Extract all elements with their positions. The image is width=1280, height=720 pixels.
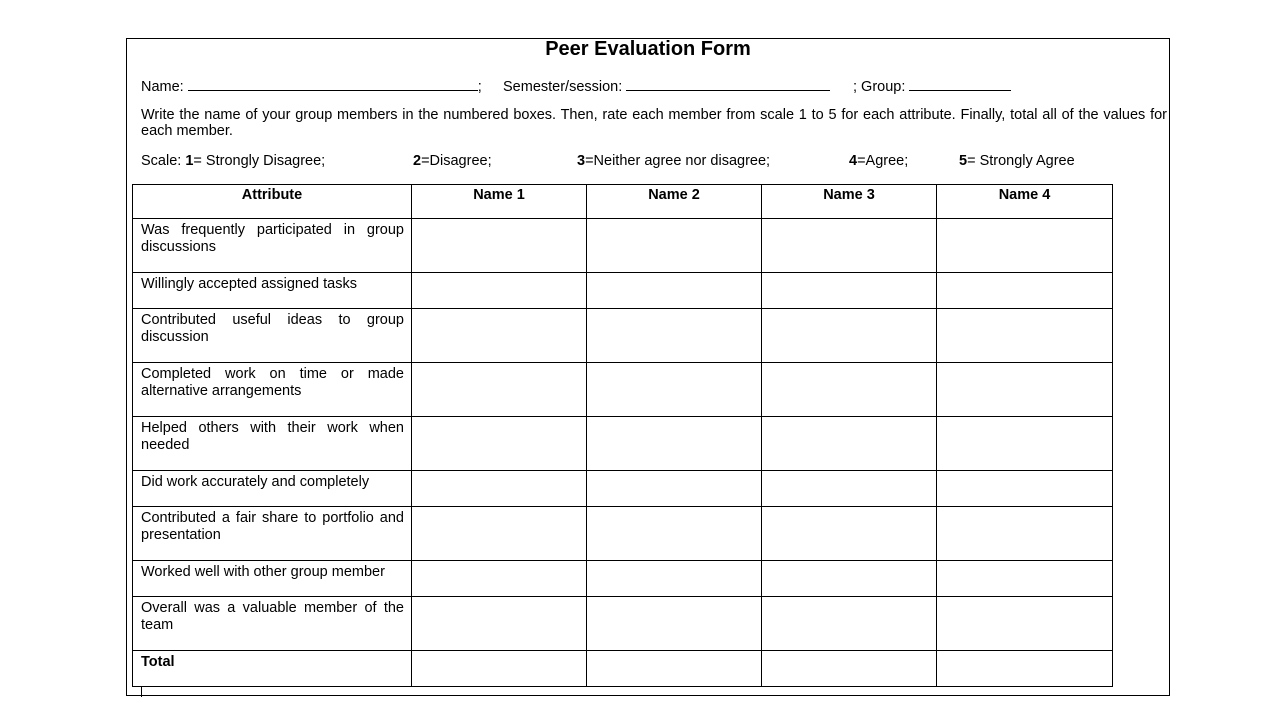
header-name-4: Name 4 [937,185,1113,219]
scale-text-1: = Strongly Disagree; [193,153,326,169]
instructions: Write the name of your group members in the numbered boxes. Then, rate each member from scale 1 to 5 for each attribute. Finally, total all of the values for each member. [141,107,1167,139]
rating-cell[interactable] [762,363,937,417]
rating-cell[interactable] [937,363,1113,417]
name-line [141,76,482,95]
rating-cell[interactable] [587,597,762,651]
name-blank[interactable] [188,76,478,91]
scale-prefix: Scale: [141,153,186,169]
total-cell[interactable] [587,651,762,687]
rating-cell[interactable] [412,471,587,507]
scale-num-2: 2 [413,153,422,169]
semester-blank[interactable] [626,76,830,91]
group-line [853,76,1011,95]
table-row [133,219,1113,273]
rating-cell[interactable] [937,561,1113,597]
rating-cell[interactable] [762,471,937,507]
attribute-cell: Completed work on time or made alternative arrangements [133,363,412,417]
total-label-cell: Total [133,651,412,687]
scale-text-5: = Strongly Agree [967,153,1075,169]
page-edge-mark [141,687,142,697]
rating-cell[interactable] [937,417,1113,471]
total-cell[interactable] [937,651,1113,687]
rating-cell[interactable] [762,597,937,651]
semester-label: Semester/session: [503,79,623,95]
rating-cell[interactable] [587,471,762,507]
table-row-total [133,651,1113,687]
table-row [133,471,1113,507]
rating-cell[interactable] [587,561,762,597]
evaluation-form-page [126,38,1170,696]
scale-text-2: =Disagree; [421,153,492,169]
attribute-cell: Did work accurately and completely [133,471,412,507]
table-row [133,417,1113,471]
attribute-cell: Contributed useful ideas to group discussion [133,309,412,363]
header-name-3: Name 3 [762,185,937,219]
rating-cell[interactable] [762,309,937,363]
scale-text-4: =Agree; [857,153,909,169]
table-row [133,597,1113,651]
evaluation-table [132,184,1113,687]
rating-cell[interactable] [937,273,1113,309]
table-row [133,507,1113,561]
rating-cell[interactable] [762,273,937,309]
rating-cell[interactable] [412,597,587,651]
attribute-cell: Helped others with their work when needed [133,417,412,471]
rating-cell[interactable] [587,363,762,417]
group-label: ; Group: [853,79,906,95]
rating-cell[interactable] [412,507,587,561]
attribute-cell: Contributed a fair share to portfolio and presentation [133,507,412,561]
rating-cell[interactable] [587,417,762,471]
rating-cell[interactable] [412,273,587,309]
rating-cell[interactable] [937,309,1113,363]
table-row [133,561,1113,597]
rating-cell[interactable] [412,363,587,417]
rating-cell[interactable] [762,561,937,597]
table-row [133,309,1113,363]
attribute-cell: Overall was a valuable member of the team [133,597,412,651]
scale-item-3 [577,153,770,169]
rating-cell[interactable] [412,219,587,273]
attribute-cell: Willingly accepted assigned tasks [133,273,412,309]
form-title: Peer Evaluation Form [545,38,751,60]
rating-cell[interactable] [412,561,587,597]
total-cell[interactable] [762,651,937,687]
header-name-2: Name 2 [587,185,762,219]
rating-cell[interactable] [762,417,937,471]
rating-cell[interactable] [937,507,1113,561]
header-attribute: Attribute [133,185,412,219]
scale-num-4: 4 [849,153,858,169]
scale-item-1 [141,153,325,169]
name-label: Name: [141,79,184,95]
semester-line [503,76,830,95]
header-name-1: Name 1 [412,185,587,219]
scale-num-5: 5 [959,153,968,169]
rating-cell[interactable] [937,597,1113,651]
rating-cell[interactable] [412,309,587,363]
rating-cell[interactable] [412,417,587,471]
group-blank[interactable] [909,76,1011,91]
scale-num-3: 3 [577,153,586,169]
rating-cell[interactable] [587,273,762,309]
rating-cell[interactable] [937,219,1113,273]
rating-cell[interactable] [937,471,1113,507]
rating-cell[interactable] [762,219,937,273]
table-header-row [133,185,1113,219]
scale-item-2 [413,153,492,169]
rating-cell[interactable] [587,219,762,273]
scale-num-1: 1 [185,153,194,169]
rating-cell[interactable] [587,309,762,363]
attribute-cell: Worked well with other group member [133,561,412,597]
name-separator: ; [477,79,482,95]
scale-item-5 [959,153,1075,169]
rating-cell[interactable] [587,507,762,561]
total-cell[interactable] [412,651,587,687]
scale-item-4 [849,153,908,169]
rating-cell[interactable] [762,507,937,561]
scale-text-3: =Neither agree nor disagree; [585,153,771,169]
table-row [133,273,1113,309]
table-row [133,363,1113,417]
attribute-cell: Was frequently participated in group discussions [133,219,412,273]
